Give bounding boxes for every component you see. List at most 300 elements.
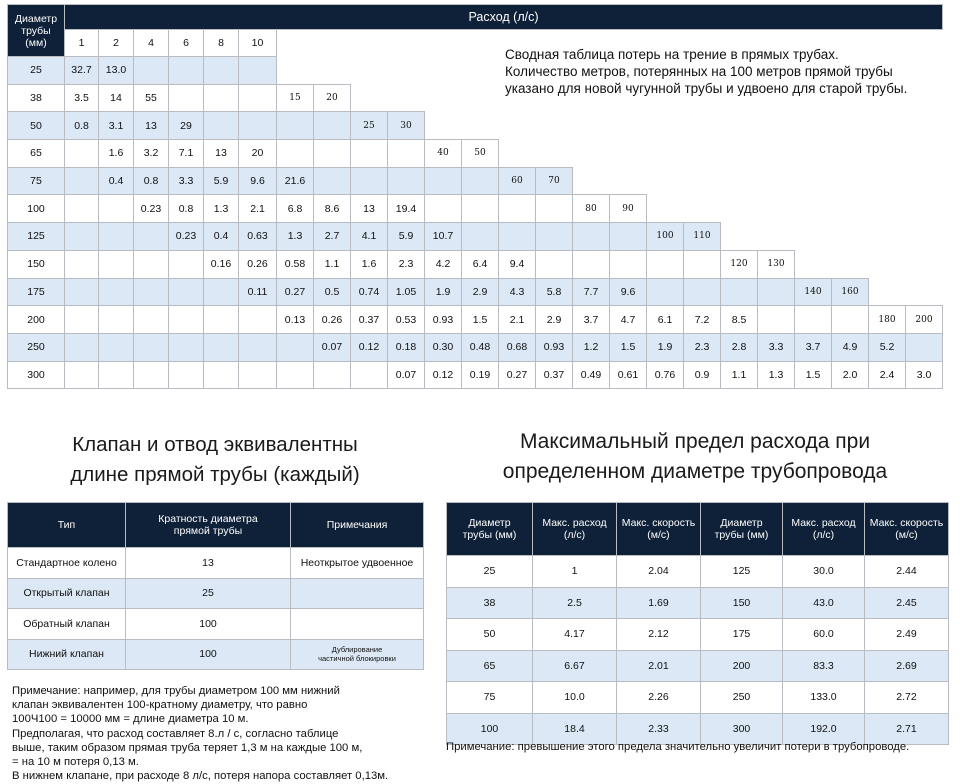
loss-cell [169, 84, 204, 112]
loss-cell [573, 140, 610, 168]
max-cell: 2.12 [617, 619, 701, 651]
loss-cell [647, 250, 684, 278]
loss-cell [906, 140, 943, 168]
diameter-cell: 65 [8, 140, 65, 168]
loss-cell [610, 167, 647, 195]
loss-cell [65, 250, 99, 278]
loss-cell [169, 361, 204, 389]
valve-cell [291, 609, 424, 640]
table-row [8, 223, 943, 251]
loss-cell [99, 195, 134, 223]
loss-cell: 1.2 [573, 333, 610, 361]
loss-cell [99, 333, 134, 361]
loss-cell [832, 140, 869, 168]
loss-cell [721, 140, 758, 168]
loss-cell [277, 140, 314, 168]
table-row [8, 639, 424, 670]
loss-cell [462, 223, 499, 251]
loss-cell: 5.8 [536, 278, 573, 306]
loss-cell: 180 [869, 306, 906, 334]
loss-cell [758, 223, 795, 251]
loss-cell [869, 140, 906, 168]
loss-cell [758, 195, 795, 223]
valve-cell [291, 578, 424, 609]
diameter-cell: 200 [8, 306, 65, 334]
loss-cell [351, 140, 388, 168]
loss-cell: 0.30 [425, 333, 462, 361]
max-cell: 2.69 [865, 650, 949, 682]
table-row [8, 167, 943, 195]
max-cell: 150 [701, 587, 783, 619]
valve-equivalent-table [7, 502, 424, 670]
diameter-cell: 50 [8, 112, 65, 140]
loss-cell: 4.7 [610, 306, 647, 334]
loss-cell: 7.7 [573, 278, 610, 306]
loss-cell [425, 112, 462, 140]
loss-cell [169, 250, 204, 278]
loss-cell [99, 361, 134, 389]
loss-cell [684, 195, 721, 223]
loss-cell [647, 140, 684, 168]
loss-cell [425, 84, 462, 112]
loss-cell [536, 250, 573, 278]
loss-cell: 0.13 [277, 306, 314, 334]
table-row [447, 650, 949, 682]
max-cell: 200 [701, 650, 783, 682]
loss-cell: 0.93 [425, 306, 462, 334]
loss-cell: 15 [277, 84, 314, 112]
loss-cell: 5.9 [204, 167, 239, 195]
diameter-cell: 175 [8, 278, 65, 306]
loss-cell: 1.3 [204, 195, 239, 223]
loss-cell: 1.3 [758, 361, 795, 389]
loss-cell: 0.5 [314, 278, 351, 306]
loss-cell [721, 278, 758, 306]
loss-cell: 1.3 [277, 223, 314, 251]
loss-cell [758, 306, 795, 334]
loss-cell [721, 195, 758, 223]
flow-value-header [425, 30, 462, 57]
max-cell: 2.5 [533, 587, 617, 619]
loss-cell: 50 [462, 140, 499, 168]
loss-cell: 80 [573, 195, 610, 223]
loss-cell: 60 [499, 167, 536, 195]
loss-cell: 13 [134, 112, 169, 140]
max-header-4: Макс. расход (л/с) [783, 503, 865, 556]
max-cell: 1 [533, 556, 617, 588]
loss-cell: 3.1 [99, 112, 134, 140]
loss-cell [134, 361, 169, 389]
loss-cell [499, 195, 536, 223]
loss-cell: 0.27 [499, 361, 536, 389]
loss-cell [906, 112, 943, 140]
loss-cell [832, 223, 869, 251]
loss-cell [204, 306, 239, 334]
loss-cell: 40 [425, 140, 462, 168]
max-cell: 1.69 [617, 587, 701, 619]
loss-cell: 200 [906, 306, 943, 334]
max-cell: 18.4 [533, 713, 617, 745]
loss-cell: 1.9 [425, 278, 462, 306]
loss-cell: 20 [314, 84, 351, 112]
loss-cell [65, 195, 99, 223]
loss-cell [277, 333, 314, 361]
max-cell: 75 [447, 682, 533, 714]
loss-cell [65, 333, 99, 361]
loss-cell [499, 112, 536, 140]
loss-cell [388, 140, 425, 168]
max-cell: 250 [701, 682, 783, 714]
max-cell: 2.72 [865, 682, 949, 714]
loss-cell [425, 167, 462, 195]
loss-cell: 3.7 [795, 333, 832, 361]
loss-cell [239, 112, 277, 140]
valve-header-1: Кратность диаметра прямой трубы [126, 503, 291, 548]
max-cell: 25 [447, 556, 533, 588]
loss-cell: 0.53 [388, 306, 425, 334]
loss-cell [684, 140, 721, 168]
loss-cell: 6.8 [277, 195, 314, 223]
loss-cell [536, 140, 573, 168]
loss-cell [99, 306, 134, 334]
loss-cell [499, 223, 536, 251]
loss-cell [65, 223, 99, 251]
loss-cell: 2.8 [721, 333, 758, 361]
loss-cell: 5.9 [388, 223, 425, 251]
flow-value-header [351, 30, 388, 57]
loss-cell [239, 57, 277, 85]
loss-cell [351, 167, 388, 195]
loss-cell: 0.18 [388, 333, 425, 361]
loss-cell [134, 333, 169, 361]
table-row [8, 112, 943, 140]
loss-cell [647, 195, 684, 223]
loss-cell: 3.5 [65, 84, 99, 112]
loss-cell [721, 167, 758, 195]
loss-cell [573, 167, 610, 195]
max-cell: 125 [701, 556, 783, 588]
table-row [8, 306, 943, 334]
flow-value-header [462, 30, 499, 57]
max-cell: 2.45 [865, 587, 949, 619]
valve-header-2: Примечания [291, 503, 424, 548]
max-flow-table [446, 502, 949, 745]
table-row [8, 548, 424, 579]
loss-cell: 0.19 [462, 361, 499, 389]
max-cell: 2.26 [617, 682, 701, 714]
diameter-cell: 250 [8, 333, 65, 361]
loss-cell: 7.1 [169, 140, 204, 168]
loss-cell [573, 112, 610, 140]
loss-cell [277, 57, 314, 85]
loss-cell [65, 167, 99, 195]
flow-value-header [388, 30, 425, 57]
loss-cell [758, 278, 795, 306]
max-cell: 83.3 [783, 650, 865, 682]
table-row [8, 140, 943, 168]
loss-cell: 120 [721, 250, 758, 278]
loss-cell [869, 195, 906, 223]
loss-cell [573, 223, 610, 251]
valve-cell: 100 [126, 639, 291, 670]
loss-cell [795, 223, 832, 251]
diameter-cell: 38 [8, 84, 65, 112]
loss-cell: 1.5 [610, 333, 647, 361]
loss-cell [536, 223, 573, 251]
max-cell: 192.0 [783, 713, 865, 745]
max-flow-section-title: Максимальный предел расхода при определенном диаметре трубопровода [502, 430, 888, 483]
loss-cell [573, 250, 610, 278]
loss-cell: 2.1 [499, 306, 536, 334]
loss-cell [832, 195, 869, 223]
loss-cell: 4.1 [351, 223, 388, 251]
loss-cell: 0.68 [499, 333, 536, 361]
loss-cell: 25 [351, 112, 388, 140]
loss-cell [795, 140, 832, 168]
loss-cell: 0.11 [239, 278, 277, 306]
max-cell: 30.0 [783, 556, 865, 588]
loss-cell: 2.9 [536, 306, 573, 334]
diameter-header: Диаметр трубы (мм) [8, 5, 65, 57]
loss-cell: 70 [536, 167, 573, 195]
loss-cell: 13 [351, 195, 388, 223]
loss-cell [204, 112, 239, 140]
loss-cell [684, 250, 721, 278]
flow-value-header: 1 [65, 30, 99, 57]
loss-cell [99, 250, 134, 278]
valve-cell: Открытый клапан [8, 578, 126, 609]
loss-cell [684, 112, 721, 140]
loss-cell [204, 57, 239, 85]
loss-cell [906, 250, 943, 278]
loss-cell [758, 167, 795, 195]
loss-cell: 0.27 [277, 278, 314, 306]
loss-cell [758, 112, 795, 140]
loss-cell [239, 333, 277, 361]
loss-cell [462, 167, 499, 195]
max-cell: 2.01 [617, 650, 701, 682]
loss-cell: 6.1 [647, 306, 684, 334]
max-cell: 38 [447, 587, 533, 619]
max-cell: 2.49 [865, 619, 949, 651]
loss-cell [869, 112, 906, 140]
max-cell: 2.04 [617, 556, 701, 588]
loss-cell [758, 140, 795, 168]
loss-cell [647, 278, 684, 306]
max-header-1: Макс. расход (л/с) [533, 503, 617, 556]
loss-cell: 2.7 [314, 223, 351, 251]
loss-cell: 1.6 [351, 250, 388, 278]
loss-cell [351, 361, 388, 389]
loss-cell [462, 112, 499, 140]
loss-cell [314, 112, 351, 140]
loss-cell: 10.7 [425, 223, 462, 251]
loss-cell [721, 223, 758, 251]
loss-cell [906, 223, 943, 251]
loss-cell: 160 [832, 278, 869, 306]
valve-cell: 13 [126, 548, 291, 579]
max-header-2: Макс. скорость (м/с) [617, 503, 701, 556]
max-cell: 10.0 [533, 682, 617, 714]
loss-cell [314, 57, 351, 85]
loss-cell: 0.58 [277, 250, 314, 278]
loss-cell: 0.23 [134, 195, 169, 223]
max-cell: 2.33 [617, 713, 701, 745]
loss-cell [239, 306, 277, 334]
loss-cell: 0.12 [351, 333, 388, 361]
loss-cell [239, 84, 277, 112]
loss-cell: 0.74 [351, 278, 388, 306]
loss-cell: 0.76 [647, 361, 684, 389]
max-cell: 100 [447, 713, 533, 745]
loss-cell: 0.63 [239, 223, 277, 251]
loss-cell: 140 [795, 278, 832, 306]
diameter-cell: 75 [8, 167, 65, 195]
table-row [447, 556, 949, 588]
summary-text: Сводная таблица потерь на трение в прямых трубах. Количество метров, потерянных на 100 метров прямой трубы указано для новой чугунной трубы и удвоено для старой трубы. [505, 47, 908, 96]
loss-cell: 2.3 [388, 250, 425, 278]
table-row [447, 587, 949, 619]
loss-cell [684, 278, 721, 306]
loss-cell [169, 306, 204, 334]
table-row [8, 578, 424, 609]
loss-cell: 30 [388, 112, 425, 140]
valve-header-0: Тип [8, 503, 126, 548]
max-cell: 65 [447, 650, 533, 682]
loss-cell [169, 333, 204, 361]
max-cell: 4.17 [533, 619, 617, 651]
loss-cell [351, 57, 388, 85]
loss-cell [204, 333, 239, 361]
loss-cell [684, 167, 721, 195]
loss-cell [134, 250, 169, 278]
loss-cell [906, 195, 943, 223]
loss-cell: 2.1 [239, 195, 277, 223]
loss-cell [239, 361, 277, 389]
table-row [8, 609, 424, 640]
loss-cell [65, 361, 99, 389]
max-cell: 50 [447, 619, 533, 651]
flow-header: Расход (л/с) [65, 5, 943, 30]
loss-cell [134, 306, 169, 334]
loss-cell: 0.12 [425, 361, 462, 389]
loss-cell [499, 140, 536, 168]
loss-cell: 1.5 [462, 306, 499, 334]
max-header-3: Диаметр трубы (мм) [701, 503, 783, 556]
loss-cell: 2.4 [869, 361, 906, 389]
loss-cell [795, 195, 832, 223]
loss-cell: 0.37 [351, 306, 388, 334]
loss-cell [204, 84, 239, 112]
loss-cell: 29 [169, 112, 204, 140]
loss-cell: 0.61 [610, 361, 647, 389]
loss-cell [462, 195, 499, 223]
diameter-cell: 150 [8, 250, 65, 278]
table-row [8, 278, 943, 306]
loss-cell [462, 57, 499, 85]
loss-cell: 100 [647, 223, 684, 251]
loss-cell [795, 250, 832, 278]
loss-cell: 3.3 [169, 167, 204, 195]
loss-cell: 1.9 [647, 333, 684, 361]
loss-cell [462, 84, 499, 112]
loss-cell [795, 306, 832, 334]
loss-cell [795, 112, 832, 140]
table-row [447, 713, 949, 745]
loss-cell: 8.5 [721, 306, 758, 334]
max-cell: 60.0 [783, 619, 865, 651]
valve-note: Примечание: например, для трубы диаметром 100 мм нижний клапан эквивалентен 100-кратному диаметру, что равно 100Ч100 = 10000 мм = длине диаметра 10 м. Предполагая, что расход составляет 8.л / с, согласно таблице выше, таким образом прямая труба теряет 1,3 м на каждые 100 м, = на 10 м потеря 0,13 м. В нижнем клапане, при расходе 8 л/с, потеря напора составляет 0,13м. [12, 685, 389, 783]
loss-cell: 1.05 [388, 278, 425, 306]
loss-cell [536, 195, 573, 223]
max-cell: 133.0 [783, 682, 865, 714]
loss-cell: 21.6 [277, 167, 314, 195]
loss-cell [832, 306, 869, 334]
loss-cell: 6.4 [462, 250, 499, 278]
flow-value-header [314, 30, 351, 57]
loss-cell [610, 250, 647, 278]
loss-cell: 0.49 [573, 361, 610, 389]
diameter-cell: 300 [8, 361, 65, 389]
loss-cell [314, 140, 351, 168]
loss-cell: 9.4 [499, 250, 536, 278]
loss-cell [134, 57, 169, 85]
max-flow-note: Примечание: превышение этого предела значительно увеличит потери в трубопроводе. [446, 741, 910, 753]
loss-cell [832, 112, 869, 140]
loss-cell [869, 167, 906, 195]
loss-cell [65, 140, 99, 168]
loss-cell [204, 361, 239, 389]
loss-cell [721, 112, 758, 140]
loss-cell: 0.4 [204, 223, 239, 251]
max-cell: 6.67 [533, 650, 617, 682]
loss-cell [536, 112, 573, 140]
loss-cell: 130 [758, 250, 795, 278]
loss-cell: 0.8 [134, 167, 169, 195]
loss-cell [610, 223, 647, 251]
loss-cell [169, 278, 204, 306]
loss-cell: 14 [99, 84, 134, 112]
loss-cell: 0.48 [462, 333, 499, 361]
loss-cell: 0.16 [204, 250, 239, 278]
loss-cell: 0.4 [99, 167, 134, 195]
loss-cell: 0.07 [388, 361, 425, 389]
valve-section-title: Клапан и отвод эквивалентны длине прямой трубы (каждый) [70, 433, 360, 486]
loss-cell [906, 333, 943, 361]
loss-cell [610, 112, 647, 140]
loss-cell: 9.6 [239, 167, 277, 195]
flow-value-header: 2 [99, 30, 134, 57]
loss-cell [832, 167, 869, 195]
valve-cell: 25 [126, 578, 291, 609]
loss-cell: 0.07 [314, 333, 351, 361]
loss-cell: 4.3 [499, 278, 536, 306]
loss-cell: 0.26 [314, 306, 351, 334]
loss-cell: 0.23 [169, 223, 204, 251]
loss-cell [610, 140, 647, 168]
table-row [447, 619, 949, 651]
valve-cell: 100 [126, 609, 291, 640]
table-row [447, 682, 949, 714]
valve-cell: Нижний клапан [8, 639, 126, 670]
loss-cell: 0.8 [65, 112, 99, 140]
loss-cell [134, 278, 169, 306]
table-row [8, 361, 943, 389]
table-row [8, 250, 943, 278]
loss-cell [906, 278, 943, 306]
loss-cell [795, 167, 832, 195]
loss-cell [647, 112, 684, 140]
